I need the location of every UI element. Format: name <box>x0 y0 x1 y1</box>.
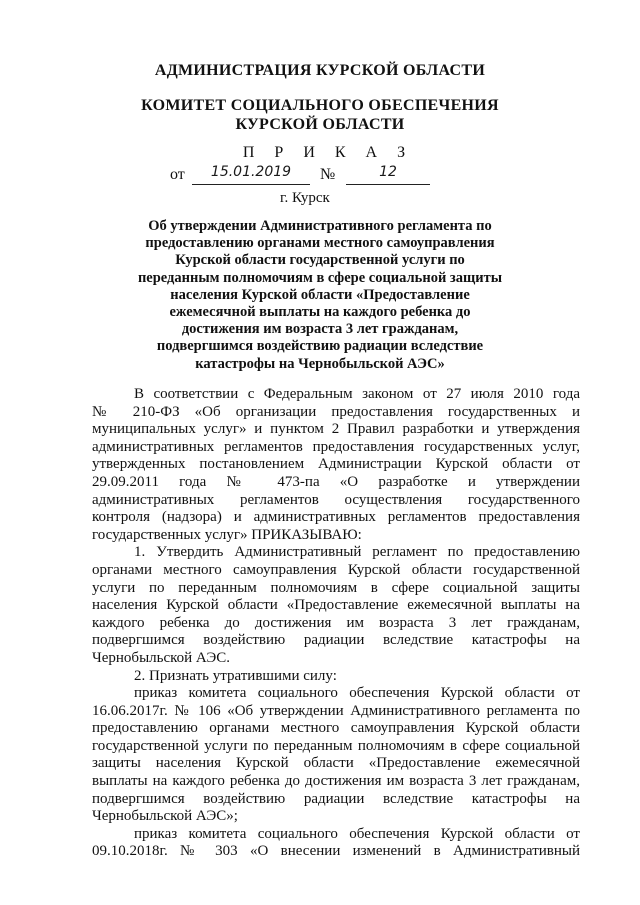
title-line: предоставлению органами местного самоуправления <box>145 235 495 252</box>
number-prefix: № <box>320 166 336 183</box>
body-line: 09.10.2018г. № 303 «О внесении изменений в Административный <box>92 843 580 860</box>
body-line: предоставлению органами местного самоуправления Курской области <box>92 720 580 737</box>
body-line: населения Курской области «Предоставление ежемесячной выплаты на <box>92 597 580 614</box>
body-line: утвержденных постановлением Администрации Курской области от <box>92 456 580 473</box>
title-line: достижения им возраста 3 лет гражданам, <box>181 321 459 338</box>
body-line: органами местного самоуправления Курской области государственной <box>92 561 580 578</box>
body-line: подвергшимся воздействию радиации вследствие катастрофы на <box>92 632 580 649</box>
body-line: выплаты на каждого ребенка до достижения им возраста 3 лет гражданам, <box>92 773 580 790</box>
body-line: административных регламентов осуществления государственного <box>92 491 580 508</box>
body-line: 29.09.2011 года № 473-па «О разработке и утверждении <box>92 473 580 490</box>
body-line: В соответствии с Федеральным законом от 27 июля 2010 года <box>134 386 580 402</box>
org-name: АДМИНИСТРАЦИЯ КУРСКОЙ ОБЛАСТИ <box>154 62 486 79</box>
title-line: подвергшимся воздействию радиации вследствие <box>156 338 484 355</box>
body-line: Чернобыльской АЭС»; <box>92 808 238 825</box>
document-body <box>92 386 580 861</box>
committee-name-line1: КОМИТЕТ СОЦИАЛЬНОГО ОБЕСПЕЧЕНИЯ <box>141 97 499 114</box>
body-line: приказ комитета социального обеспечения Курской области от <box>134 685 580 702</box>
body-line: муниципальных услуг» и пунктом 2 Правил разработки и утверждения <box>92 421 580 438</box>
order-date-handwritten: 15.01.2019 <box>192 164 310 185</box>
body-line: защиты населения Курской области «Предоставление ежемесячной <box>92 755 580 772</box>
title-line: катастрофы на Чернобыльской АЭС» <box>195 355 445 372</box>
body-line: № 210-ФЗ «Об организации предоставления государственных и <box>92 403 580 420</box>
body-line: административных регламентов предоставления государственных услуг, <box>92 438 580 455</box>
title-line: ежемесячной выплаты на каждого ребенка до <box>169 304 471 321</box>
body-line: 1. Утвердить Административный регламент по предоставлению <box>134 544 580 561</box>
body-line: государственных услуг» ПРИКАЗЫВАЮ: <box>92 526 362 543</box>
title-line: переданным полномочиям в сфере социальной защиты <box>137 269 503 286</box>
body-line: 2. Признать утратившими силу: <box>134 667 337 684</box>
body-line: подвергшимся воздействию радиации вследствие катастрофы на <box>92 790 580 807</box>
title-line: населения Курской области «Предоставление <box>170 286 470 303</box>
date-prefix: от <box>170 166 185 183</box>
title-line: Курской области государственной услуги по <box>175 252 465 269</box>
order-date-number-line <box>170 164 440 186</box>
committee-name-line2: КУРСКОЙ ОБЛАСТИ <box>235 116 405 133</box>
body-line: государственной услуги по переданным полномочиям в сфере социальной <box>92 737 580 754</box>
body-line: приказ комитета социального обеспечения Курской области от <box>134 825 580 842</box>
body-line: каждого ребенка до достижения им возраста 3 лет гражданам, <box>92 614 580 631</box>
city-name: г. Курск <box>280 190 330 206</box>
body-line: Чернобыльской АЭС. <box>92 649 231 666</box>
document-title <box>120 218 520 373</box>
body-line: контроля (надзора) и административных регламентов предоставления <box>92 509 580 526</box>
order-number-handwritten: 12 <box>346 164 430 185</box>
body-line: 16.06.2017г. № 106 «Об утверждении Административного регламента по <box>92 702 580 719</box>
body-line: услуги по переданным полномочиям в сфере социальной защиты <box>92 579 580 596</box>
title-line: Об утверждении Административного регламента по <box>148 218 492 234</box>
order-heading: П Р И К А З <box>242 144 414 161</box>
